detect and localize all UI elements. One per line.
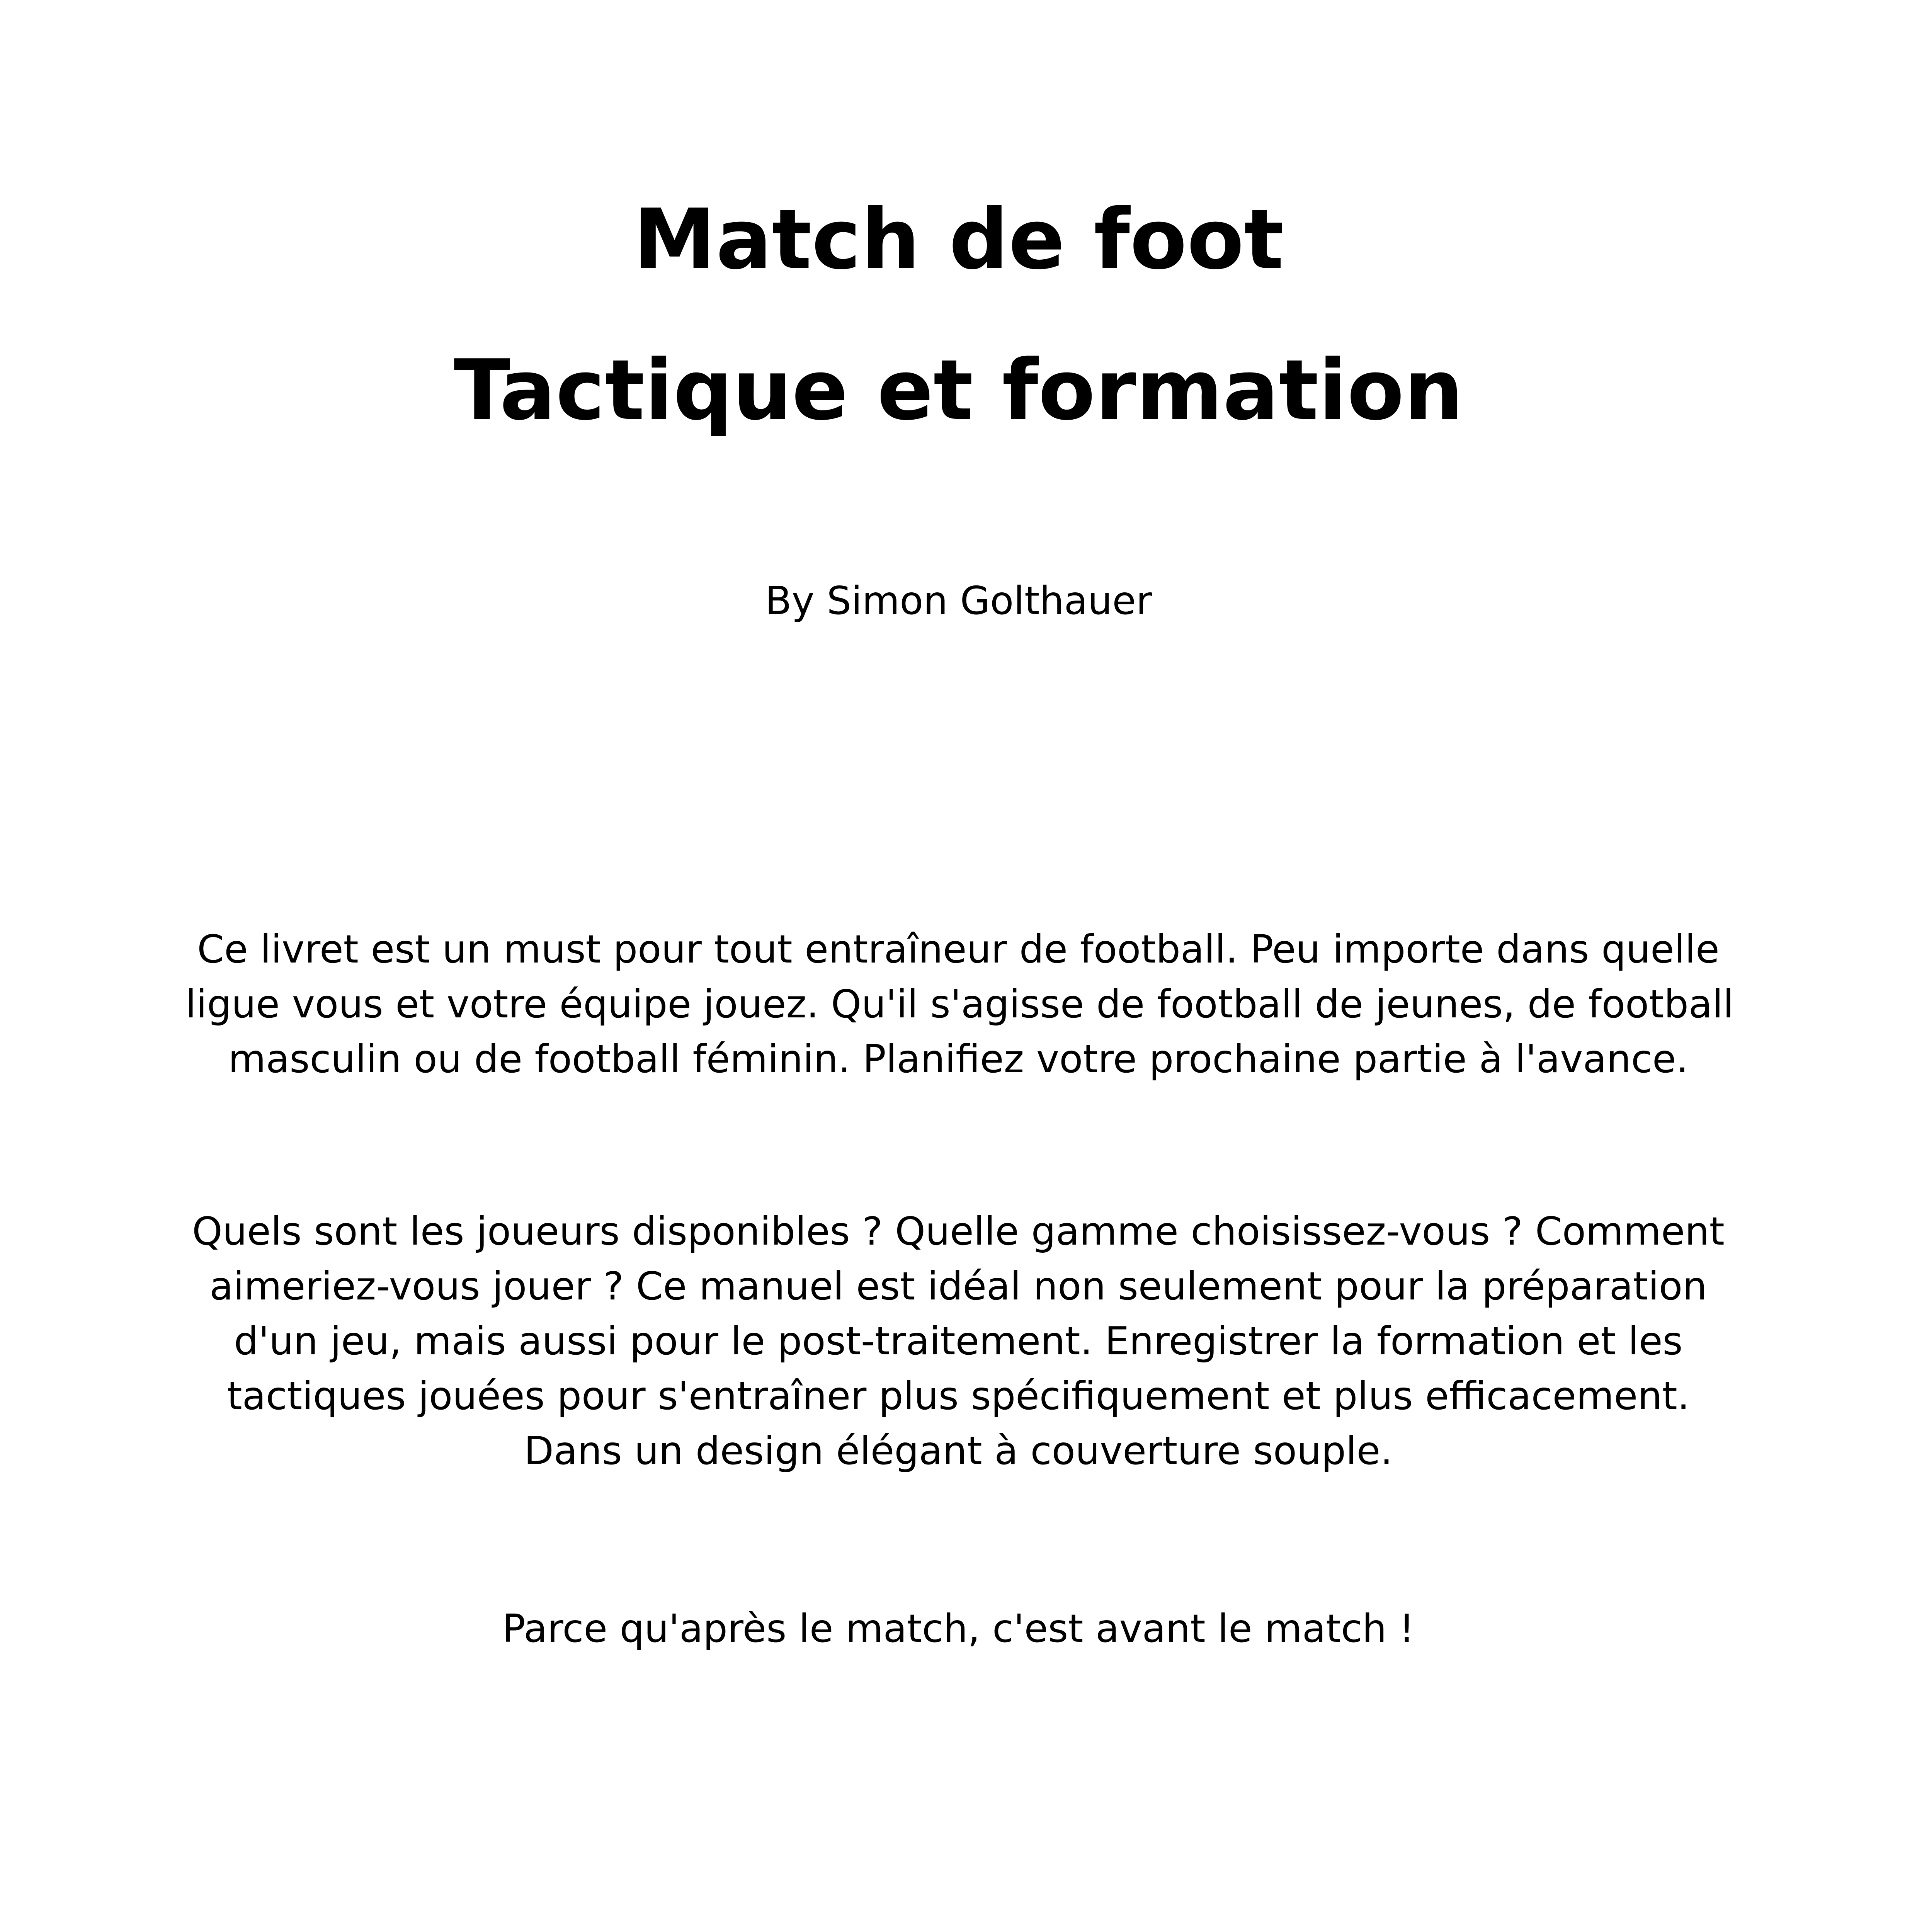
paragraph-line: Quels sont les joueurs disponibles ? Quelle gamme choisissez-vous ? Comment — [192, 1209, 1725, 1254]
author-line: By Simon Golthauer — [765, 578, 1152, 623]
paragraph-closing — [185, 1601, 1731, 1656]
paragraph-intro — [185, 922, 1734, 1087]
paragraph-line: aimeriez-vous jouer ? Ce manuel est idéal non seulement pour la préparation — [209, 1264, 1707, 1309]
paragraph-line: Ce livret est un must pour tout entraîneur de football. Peu importe dans quelle — [197, 927, 1720, 972]
paragraph-details — [185, 1204, 1731, 1478]
title-line-1: Match de foot — [633, 191, 1284, 288]
paragraph-line: ligue vous et votre équipe jouez. Qu'il s'agisse de football de jeunes, de football — [185, 981, 1734, 1027]
paragraph-line: masculin ou de football féminin. Planifiez votre prochaine partie à l'avance. — [228, 1036, 1689, 1082]
paragraph-line: Dans un design élégant à couverture souple. — [524, 1428, 1393, 1473]
title-line-2: Tactique et formation — [454, 342, 1463, 439]
paragraph-line: d'un jeu, mais aussi pour le post-traitement. Enregistrer la formation et les — [234, 1318, 1683, 1364]
paragraph-line: tactiques jouées pour s'entraîner plus spécifiquement et plus efficacement. — [227, 1373, 1690, 1418]
paragraph-line: Parce qu'après le match, c'est avant le match ! — [502, 1606, 1415, 1651]
